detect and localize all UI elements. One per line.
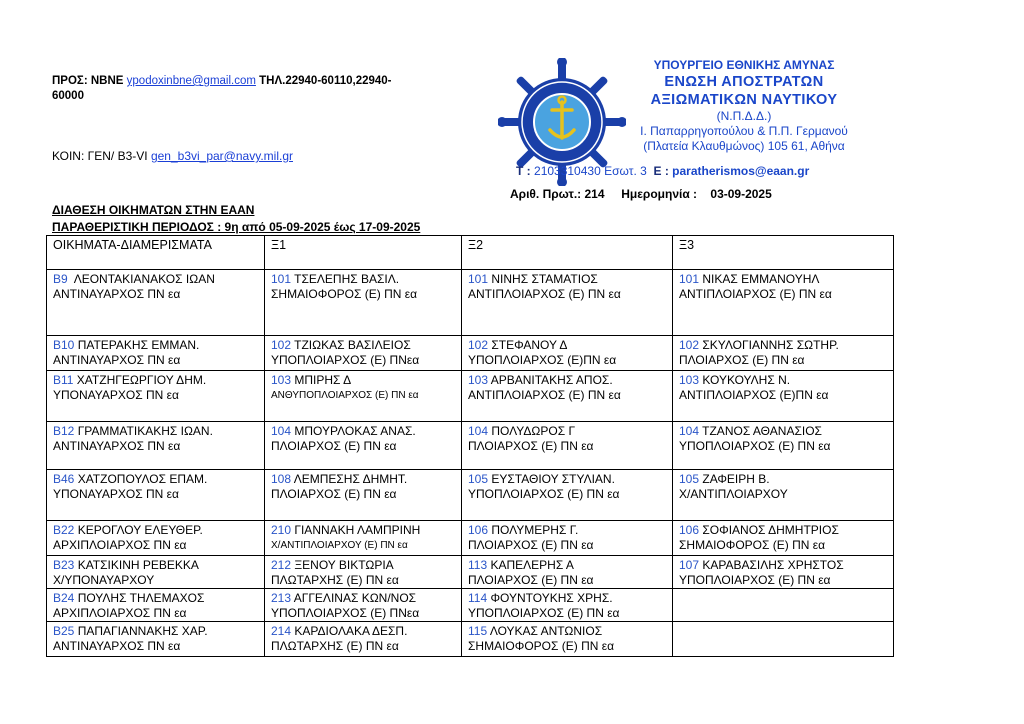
table-cell xyxy=(462,422,673,470)
apartment-number: 213 xyxy=(271,591,292,605)
occupant-rank: Χ/ΥΠΟΝΑΥΑΡΧΟΥ xyxy=(53,573,155,587)
occupant-name: ΧΑΤΖΗΓΕΩΡΓΙΟΥ ΔΗΜ. xyxy=(73,373,207,387)
occupant-rank: ΑΡΧΙΠΛΟΙΑΡΧΟΣ ΠΝ εα xyxy=(53,606,187,620)
cell-name-line xyxy=(468,624,672,639)
org-address-line2: (Πλατεία Κλαυθμώνος) 105 61, Αθήνα xyxy=(643,139,845,153)
occupant-rank: ΑΝΤΙΠΛΟΙΑΡΧΟΣ (Ε) ΠΝ εα xyxy=(468,287,621,301)
cell-name-line xyxy=(271,373,461,388)
recipient-block xyxy=(52,74,437,104)
org-name-line2: ΑΞΙΩΜΑΤΙΚΩΝ ΝΑΥΤΙΚΟΥ xyxy=(650,92,838,108)
cell-name-line xyxy=(468,558,672,573)
occupant-rank: ΑΝΤΙΠΛΟΙΑΡΧΟΣ (Ε) ΠΝ εα xyxy=(679,287,832,301)
occupant-name: ΚΟΥΚΟΥΛΗΣ Ν. xyxy=(699,373,791,387)
cell-name-line xyxy=(679,373,893,388)
occupant-rank: ΠΛΟΙΑΡΧΟΣ (Ε) ΠΝ εα xyxy=(468,538,594,552)
cell-name-line xyxy=(53,558,264,573)
occupant-name: ΧΑΤΖΟΠΟΥΛΟΣ ΕΠΑΜ. xyxy=(74,472,208,486)
allocation-table xyxy=(46,235,894,657)
occupant-name: ΓΡΑΜΜΑΤΙΚΑΚΗΣ ΙΩΑΝ. xyxy=(74,424,213,438)
cell-name-line xyxy=(53,424,264,439)
table-row xyxy=(47,589,894,622)
apartment-number: 115 xyxy=(468,624,488,638)
cell-name-line xyxy=(468,523,672,538)
phone-number: 2103310430 xyxy=(534,164,601,178)
occupant-name: ΠΟΛΥΜΕΡΗΣ Γ. xyxy=(488,523,579,537)
column-header: ΟΙΚΗΜΑΤΑ-ΔΙΑΜΕΡΙΣΜΑΤΑ xyxy=(47,236,265,270)
occupant-name: ΠΟΥΛΗΣ ΤΗΛΕΜΑΧΟΣ xyxy=(74,591,205,605)
apartment-number: Β12 xyxy=(53,424,75,438)
apartment-number: Β23 xyxy=(53,558,75,572)
table-row xyxy=(47,470,894,521)
apartment-number: 106 xyxy=(468,523,489,537)
occupant-name: ΣΟΦΙΑΝΟΣ ΔΗΜΗΤΡΙΟΣ xyxy=(699,523,839,537)
table-body xyxy=(47,270,894,657)
occupant-name: ΤΣΕΛΕΠΗΣ ΒΑΣΙΛ. xyxy=(291,272,400,286)
date-label: Ημερομηνία : xyxy=(621,187,698,201)
occupant-rank: ΑΝΤΙΝΑΥΑΡΧΟΣ ΠΝ εα xyxy=(53,287,181,301)
apartment-number: 102 xyxy=(679,338,700,352)
apartment-number: 108 xyxy=(271,472,292,486)
table-cell xyxy=(673,470,894,521)
apartment-number: 104 xyxy=(679,424,700,438)
cell-name-line xyxy=(679,523,893,538)
occupant-rank: ΣΗΜΑΙΟΦΟΡΟΣ (Ε) ΠΝ εα xyxy=(468,639,615,653)
cell-name-line xyxy=(271,523,461,538)
table-row xyxy=(47,622,894,657)
protocol-line xyxy=(510,187,772,201)
cell-name-line xyxy=(679,338,893,353)
occupant-name: ΖΑΦΕΙΡΗ Β. xyxy=(699,472,770,486)
phone-ext: Εσωτ. 3 xyxy=(604,164,647,178)
table-cell xyxy=(265,422,462,470)
table-cell xyxy=(673,589,894,622)
occupant-rank: Χ/ΑΝΤΙΠΛΟΙΑΡΧΟΥ xyxy=(679,487,788,501)
cell-name-line xyxy=(53,523,264,538)
table-cell xyxy=(673,422,894,470)
table-cell xyxy=(47,556,265,589)
table-cell xyxy=(265,336,462,371)
period-title: ΠΑΡΑΘΕΡΙΣΤΙΚΗ ΠΕΡΙΟΔΟΣ : 9η από 05-09-2025 έως 17-09-2025 xyxy=(52,220,421,234)
apartment-number: 214 xyxy=(271,624,292,638)
apartment-number: 105 xyxy=(679,472,700,486)
occupant-rank: ΥΠΟΠΛΟΙΑΡΧΟΣ (Ε) ΠΝεα xyxy=(271,353,420,367)
table-cell xyxy=(673,371,894,422)
apartment-number: 104 xyxy=(271,424,292,438)
occupant-rank: ΑΝΤΙΠΛΟΙΑΡΧΟΣ (Ε) ΠΝ εα xyxy=(468,388,621,402)
phone-label: Τ : xyxy=(516,164,531,178)
occupant-rank: ΥΠΟΠΛΟΙΑΡΧΟΣ (Ε) ΠΝ εα xyxy=(468,487,620,501)
occupant-name: ΜΠΙΡΗΣ Δ xyxy=(291,373,352,387)
table-cell xyxy=(265,622,462,657)
occupant-name: ΚΑΠΕΛΕΡΗΣ Α xyxy=(487,558,574,572)
apartment-number: 103 xyxy=(679,373,700,387)
column-header: Ξ2 xyxy=(462,236,673,270)
org-address-line1: Ι. Παπαρρηγοπούλου & Π.Π. Γερμανού xyxy=(640,124,848,138)
org-email: paratherismos@eaan.gr xyxy=(672,164,810,178)
apartment-number: Β11 xyxy=(53,373,74,387)
cell-name-line xyxy=(53,472,264,487)
cell-name-line xyxy=(271,424,461,439)
occupant-rank: Χ/ΑΝΤΙΠΛΟΙΑΡΧΟΥ (Ε) ΠΝ εα xyxy=(271,540,408,551)
occupant-name: ΛΕΜΠΕΣΗΣ ΔΗΜΗΤ. xyxy=(291,472,408,486)
email-label: Ε : xyxy=(653,164,669,178)
table-cell xyxy=(462,622,673,657)
protocol-number: 214 xyxy=(584,187,605,201)
table-cell xyxy=(47,589,265,622)
table-row xyxy=(47,422,894,470)
occupant-rank: ΠΛΩΤΑΡΧΗΣ (Ε) ΠΝ εα xyxy=(271,639,399,653)
occupant-rank: ΠΛΟΙΑΡΧΟΣ (Ε) ΠΝ εα xyxy=(679,353,805,367)
occupant-name: ΑΓΓΕΛΙΝΑΣ ΚΩΝ/ΝΟΣ xyxy=(291,591,417,605)
table-cell xyxy=(47,521,265,556)
occupant-name: ΛΟΥΚΑΣ ΑΝΤΩΝΙΟΣ xyxy=(487,624,603,638)
table-cell xyxy=(265,270,462,336)
occupant-name: ΝΙΚΑΣ ΕΜΜΑΝΟΥΗΛ xyxy=(699,272,820,286)
apartment-number: 102 xyxy=(271,338,292,352)
cell-name-line xyxy=(53,591,264,606)
table-cell xyxy=(673,336,894,371)
occupant-rank: ΥΠΟΠΛΟΙΑΡΧΟΣ (Ε) ΠΝεα xyxy=(271,606,420,620)
cell-name-line xyxy=(679,272,893,287)
table-cell xyxy=(462,371,673,422)
cell-name-line xyxy=(53,338,264,353)
occupant-name: ΣΤΕΦΑΝΟΥ Δ xyxy=(488,338,568,352)
to-label: ΠΡΟΣ: xyxy=(52,75,88,87)
occupant-rank: ΑΝΤΙΝΑΥΑΡΧΟΣ ΠΝ εα xyxy=(53,439,181,453)
occupant-name: ΚΕΡΟΓΛΟΥ ΕΛΕΥΘΕΡ. xyxy=(74,523,203,537)
apartment-number: 103 xyxy=(468,373,489,387)
table-cell xyxy=(462,470,673,521)
table-row xyxy=(47,521,894,556)
occupant-rank: ΠΛΩΤΑΡΧΗΣ (Ε) ΠΝ εα xyxy=(271,573,399,587)
occupant-name: ΚΑΡΑΒΑΣΙΛΗΣ ΧΡΗΣΤΟΣ xyxy=(699,558,844,572)
table-row xyxy=(47,336,894,371)
apartment-number: 101 xyxy=(679,272,700,286)
cc-block xyxy=(52,149,293,163)
cell-name-line xyxy=(468,424,672,439)
table-cell xyxy=(462,336,673,371)
to-text: ΝΒΝΕ xyxy=(90,75,124,87)
cell-name-line xyxy=(271,591,461,606)
occupant-rank: ΥΠΟΝΑΥΑΡΧΟΣ ΠΝ εα xyxy=(53,487,179,501)
ministry-name: ΥΠΟΥΡΓΕΙΟ ΕΘΝΙΚΗΣ ΑΜΥΝΑΣ xyxy=(653,58,835,72)
protocol-label: Αριθ. Πρωτ.: xyxy=(510,187,582,201)
occupant-rank: ΣΗΜΑΙΟΦΟΡΟΣ (Ε) ΠΝ εα xyxy=(679,538,826,552)
occupant-rank: ΑΝΤΙΠΛΟΙΑΡΧΟΣ (Ε)ΠΝ εα xyxy=(679,388,829,402)
table-cell xyxy=(462,589,673,622)
occupant-name: ΛΕΟΝΤΑΚΙΑΝΑΚΟΣ ΙΩΑΝ xyxy=(67,272,215,286)
occupant-rank: ΠΛΟΙΑΡΧΟΣ (Ε) ΠΝ εα xyxy=(271,439,397,453)
table-cell xyxy=(462,270,673,336)
cell-name-line xyxy=(271,558,461,573)
table-cell xyxy=(265,521,462,556)
table-cell xyxy=(47,270,265,336)
occupant-name: ΚΑΤΣΙΚΙΝΗ ΡΕΒΕΚΚΑ xyxy=(74,558,199,572)
to-phone-cont: 60000 xyxy=(52,90,84,102)
apartment-number: 104 xyxy=(468,424,489,438)
cell-name-line xyxy=(53,272,264,287)
occupant-name: ΣΚΥΛΟΓΙΑΝΝΗΣ ΣΩΤΗΡ. xyxy=(699,338,839,352)
cell-name-line xyxy=(468,272,672,287)
document-title: ΔΙΑΘΕΣΗ ΟΙΚΗΜΑΤΩΝ ΣΤΗΝ ΕΑΑΝ xyxy=(52,203,255,217)
occupant-rank: ΣΗΜΑΙΟΦΟΡΟΣ (Ε) ΠΝ εα xyxy=(271,287,418,301)
occupant-name: ΤΖΑΝΟΣ ΑΘΑΝΑΣΙΟΣ xyxy=(699,424,822,438)
table-cell xyxy=(673,622,894,657)
table-header-row xyxy=(47,236,894,270)
table-cell xyxy=(265,556,462,589)
occupant-name: ΠΑΠΑΓΙΑΝΝΑΚΗΣ ΧΑΡ. xyxy=(74,624,208,638)
apartment-number: Β24 xyxy=(53,591,75,605)
cell-name-line xyxy=(679,558,893,573)
cell-name-line xyxy=(468,591,672,606)
cc-email-link[interactable]: gen_b3vi_par@navy.mil.gr xyxy=(150,149,293,163)
table-row xyxy=(47,556,894,589)
occupant-name: ΞΕΝΟΥ ΒΙΚΤΩΡΙΑ xyxy=(291,558,394,572)
cc-label: ΚΟΙΝ: ΓΕΝ/ Β3-VI xyxy=(52,149,148,163)
cell-name-line xyxy=(271,624,461,639)
cell-name-line xyxy=(468,373,672,388)
apartment-number: Β10 xyxy=(53,338,75,352)
apartment-number: Β22 xyxy=(53,523,75,537)
cell-name-line xyxy=(468,472,672,487)
protocol-date: 03-09-2025 xyxy=(710,187,772,201)
table-cell xyxy=(265,589,462,622)
occupant-rank: ΑΝΤΙΝΑΥΑΡΧΟΣ ΠΝ εα xyxy=(53,353,181,367)
org-legal-form: (Ν.Π.Δ.Δ.) xyxy=(716,109,772,123)
table-cell xyxy=(47,371,265,422)
occupant-name: ΚΑΡΔΙΟΛΑΚΑ ΔΕΣΠ. xyxy=(291,624,408,638)
apartment-number: 101 xyxy=(271,272,292,286)
occupant-name: ΑΡΒΑΝΙΤΑΚΗΣ ΑΠΟΣ. xyxy=(488,373,613,387)
to-phone: ΤΗΛ.22940-60110,22940- xyxy=(259,75,392,87)
organization-block xyxy=(624,58,864,154)
apartment-number: 101 xyxy=(468,272,489,286)
occupant-name: ΓΙΑΝΝΑΚΗ ΛΑΜΠΡΙΝΗ xyxy=(291,523,421,537)
occupant-rank: ΥΠΟΠΛΟΙΑΡΧΟΣ (Ε)ΠΝ εα xyxy=(468,353,617,367)
table-cell xyxy=(265,371,462,422)
occupant-rank: ΠΛΟΙΑΡΧΟΣ (Ε) ΠΝ εα xyxy=(468,439,594,453)
apartment-number: Β25 xyxy=(53,624,75,638)
table-cell xyxy=(673,556,894,589)
cell-name-line xyxy=(271,272,461,287)
occupant-rank: ΠΛΟΙΑΡΧΟΣ (Ε) ΠΝ εα xyxy=(271,487,397,501)
table-cell xyxy=(673,521,894,556)
table-cell xyxy=(47,622,265,657)
occupant-rank: ΠΛΟΙΑΡΧΟΣ (Ε) ΠΝ εα xyxy=(468,573,594,587)
contact-line xyxy=(516,164,809,178)
apartment-number: 210 xyxy=(271,523,292,537)
cell-name-line xyxy=(53,624,264,639)
table-cell xyxy=(673,270,894,336)
occupant-name: ΠΟΛΥΔΩΡΟΣ Γ xyxy=(488,424,576,438)
apartment-number: 114 xyxy=(468,591,488,605)
occupant-rank: ΑΡΧΙΠΛΟΙΑΡΧΟΣ ΠΝ εα xyxy=(53,538,187,552)
table-row xyxy=(47,270,894,336)
occupant-rank: ΥΠΟΝΑΥΑΡΧΟΣ ΠΝ εα xyxy=(53,388,179,402)
cell-name-line xyxy=(53,373,264,388)
table-cell xyxy=(47,336,265,371)
apartment-number: 212 xyxy=(271,558,292,572)
apartment-number: 105 xyxy=(468,472,489,486)
occupant-name: ΝΙΝΗΣ ΣΤΑΜΑΤΙΟΣ xyxy=(488,272,598,286)
table-cell xyxy=(265,470,462,521)
column-header: Ξ3 xyxy=(673,236,894,270)
occupant-rank: ΥΠΟΠΛΟΙΑΡΧΟΣ (Ε) ΠΝ εα xyxy=(468,606,620,620)
table-cell xyxy=(47,470,265,521)
apartment-number: 107 xyxy=(679,558,700,572)
occupant-rank: ΥΠΟΠΛΟΙΑΡΧΟΣ (Ε) ΠΝ εα xyxy=(679,573,831,587)
org-name-line1: ΕΝΩΣΗ ΑΠΟΣΤΡΑΤΩΝ xyxy=(664,74,824,90)
apartment-number: Β46 xyxy=(53,472,75,486)
occupant-name: ΜΠΟΥΡΛΟΚΑΣ ΑΝΑΣ. xyxy=(291,424,416,438)
cell-name-line xyxy=(271,472,461,487)
occupant-name: ΠΑΤΕΡΑΚΗΣ ΕΜΜΑΝ. xyxy=(74,338,200,352)
cell-name-line xyxy=(679,472,893,487)
occupant-rank: ΑΝΤΙΝΑΥΑΡΧΟΣ ΠΝ εα xyxy=(53,639,181,653)
apartment-number: Β9 xyxy=(53,272,68,286)
apartment-number: 113 xyxy=(468,558,488,572)
occupant-rank: ΑΝΘΥΠΟΠΛΟΙΑΡΧΟΣ (Ε) ΠΝ εα xyxy=(271,390,419,401)
occupant-name: ΕΥΣΤΑΘΙΟΥ ΣΤΥΛΙΑΝ. xyxy=(488,472,615,486)
occupant-name: ΤΖΙΩΚΑΣ ΒΑΣΙΛΕΙΟΣ xyxy=(291,338,411,352)
apartment-number: 102 xyxy=(468,338,489,352)
table-cell xyxy=(462,556,673,589)
table-row xyxy=(47,371,894,422)
apartment-number: 106 xyxy=(679,523,700,537)
table-cell xyxy=(47,422,265,470)
cell-name-line xyxy=(679,424,893,439)
cell-name-line xyxy=(271,338,461,353)
occupant-rank: ΥΠΟΠΛΟΙΑΡΧΟΣ (Ε) ΠΝ εα xyxy=(679,439,831,453)
table-cell xyxy=(462,521,673,556)
apartment-number: 103 xyxy=(271,373,292,387)
to-email-link[interactable]: ypodoxinbne@gmail.com xyxy=(126,75,256,87)
column-header: Ξ1 xyxy=(265,236,462,270)
occupant-name: ΦΟΥΝΤΟΥΚΗΣ ΧΡΗΣ. xyxy=(487,591,613,605)
cell-name-line xyxy=(468,338,672,353)
